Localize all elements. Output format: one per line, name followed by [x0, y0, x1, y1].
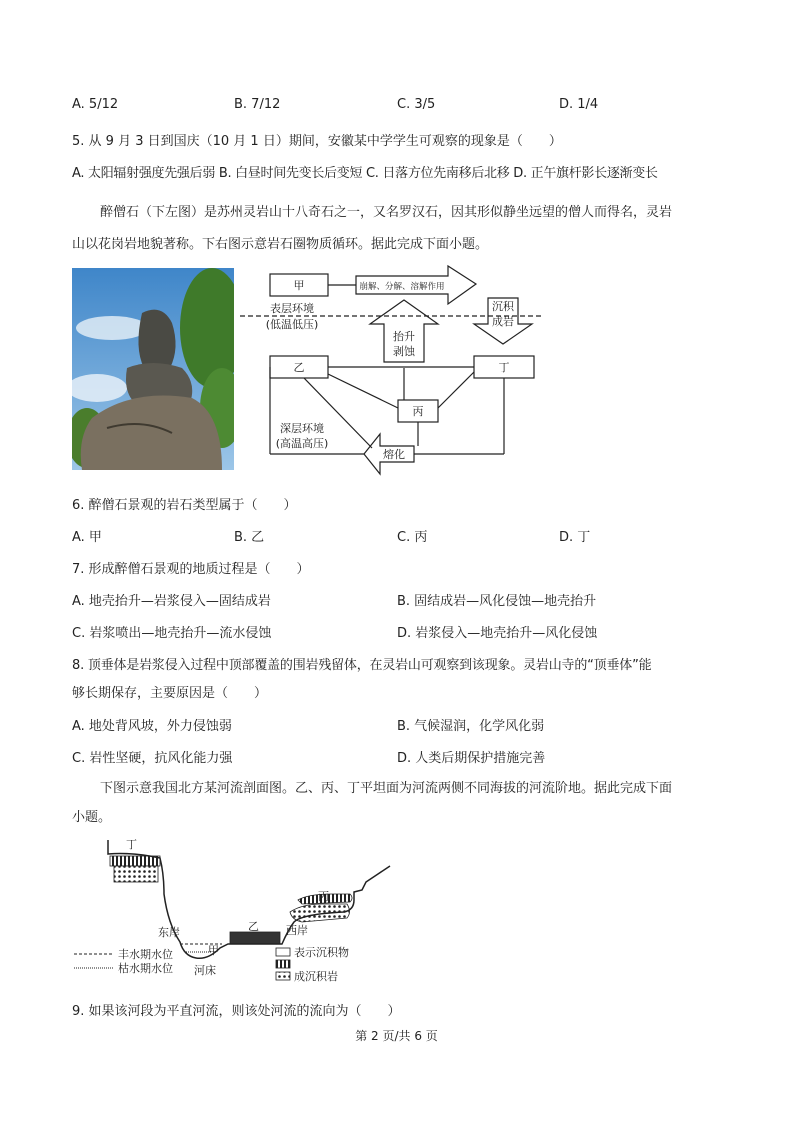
label-yi: 乙	[293, 361, 305, 374]
river-label-bing: 丙	[318, 890, 329, 903]
label-weathering: 崩解、分解、溶解作用	[359, 282, 445, 292]
rock-cycle-diagram	[236, 262, 542, 476]
q6-stem: 6. 醉僧石景观的岩石类型属于（ ）	[72, 498, 297, 513]
river-label-west-bank: 西岸	[286, 924, 308, 937]
label-surface-env: 表层环境	[270, 302, 314, 315]
q7-option-a: A. 地壳抬升—岩浆侵入—固结成岩	[72, 594, 271, 609]
q6-option-c: C. 丙	[397, 530, 428, 545]
label-uplift-2: 剥蚀	[393, 345, 415, 358]
passage2-line1: 下图示意我国北方某河流剖面图。乙、丙、丁平坦面为河流两侧不同海拔的河流阶地。据此完成下面	[100, 781, 673, 796]
legend-sediment: 表示沉积物	[294, 946, 349, 959]
q8-option-a: A. 地处背风坡，外力侵蚀弱	[72, 719, 232, 734]
legend-dry-level: 枯水期水位	[118, 962, 173, 975]
q9-stem: 9. 如果该河段为平直河流，则该处河流的流向为（ ）	[72, 1004, 401, 1019]
q4-option-b: B. 7/12	[234, 97, 281, 112]
q8-stem-line2: 够长期保存，主要原因是（ ）	[72, 686, 268, 701]
label-surface-cond: (低温低压)	[265, 318, 319, 331]
q6-option-d: D. 丁	[559, 530, 591, 545]
legend-rock: 成沉积岩	[294, 970, 338, 983]
zuiseng-rock-photo	[72, 268, 234, 470]
passage1-line1: 醉僧石（下左图）是苏州灵岩山十八奇石之一，又名罗汉石，因其形似静坐远望的僧人而得名，灵岩	[100, 205, 673, 220]
q4-option-c: C. 3/5	[397, 97, 436, 112]
label-sed-2: 成岩	[492, 315, 514, 328]
river-label-yi: 乙	[248, 920, 259, 933]
passage2-line2: 小题。	[72, 810, 112, 825]
q8-option-c: C. 岩性坚硬，抗风化能力强	[72, 751, 233, 766]
label-uplift-1: 抬升	[393, 330, 415, 343]
q7-option-c: C. 岩浆喷出—地壳抬升—流水侵蚀	[72, 626, 272, 641]
q7-option-b: B. 固结成岩—风化侵蚀—地壳抬升	[397, 594, 597, 609]
river-profile-diagram	[72, 834, 392, 990]
label-jia: 甲	[293, 279, 305, 292]
label-sed-1: 沉积	[492, 300, 514, 313]
label-bing: 丙	[412, 405, 424, 418]
q5-options: A. 太阳辐射强度先强后弱 B. 白昼时间先变长后变短 C. 日落方位先南移后北移 D. 正午旗杆影长逐渐变长	[72, 166, 658, 181]
page-footer: 第 2 页/共 6 页	[355, 1029, 438, 1043]
river-label-jia: 甲	[208, 944, 219, 957]
river-label-ding: 丁	[126, 838, 137, 851]
river-label-east-bank: 东岸	[158, 926, 180, 939]
q4-option-d: D. 1/4	[559, 97, 599, 112]
label-ding: 丁	[498, 361, 510, 374]
label-deep-cond: (高温高压)	[275, 437, 329, 450]
q5-stem: 5. 从 9 月 3 日到国庆（10 月 1 日）期间，安徽某中学学生可观察的现象是（ ）	[72, 134, 562, 149]
label-deep-env: 深层环境	[280, 422, 324, 435]
q4-option-a: A. 5/12	[72, 97, 119, 112]
q8-option-b: B. 气候湿润，化学风化弱	[397, 719, 545, 734]
legend-flood-level: 丰水期水位	[118, 948, 173, 961]
q7-stem: 7. 形成醉僧石景观的地质过程是（ ）	[72, 562, 310, 577]
label-melt: 熔化	[383, 448, 405, 461]
q6-option-a: A. 甲	[72, 530, 102, 545]
q6-option-b: B. 乙	[234, 530, 265, 545]
q8-stem-line1: 8. 顶垂体是岩浆侵入过程中顶部覆盖的围岩残留体，在灵岩山可观察到该现象。灵岩山寺的“顶垂体”能	[72, 658, 652, 673]
q7-option-d: D. 岩浆侵入—地壳抬升—风化侵蚀	[397, 626, 598, 641]
passage1-line2: 山以花岗岩地貌著称。下右图示意岩石圈物质循环。据此完成下面小题。	[72, 237, 489, 252]
q8-option-d: D. 人类后期保护措施完善	[397, 751, 546, 766]
river-label-riverbed: 河床	[194, 964, 216, 977]
